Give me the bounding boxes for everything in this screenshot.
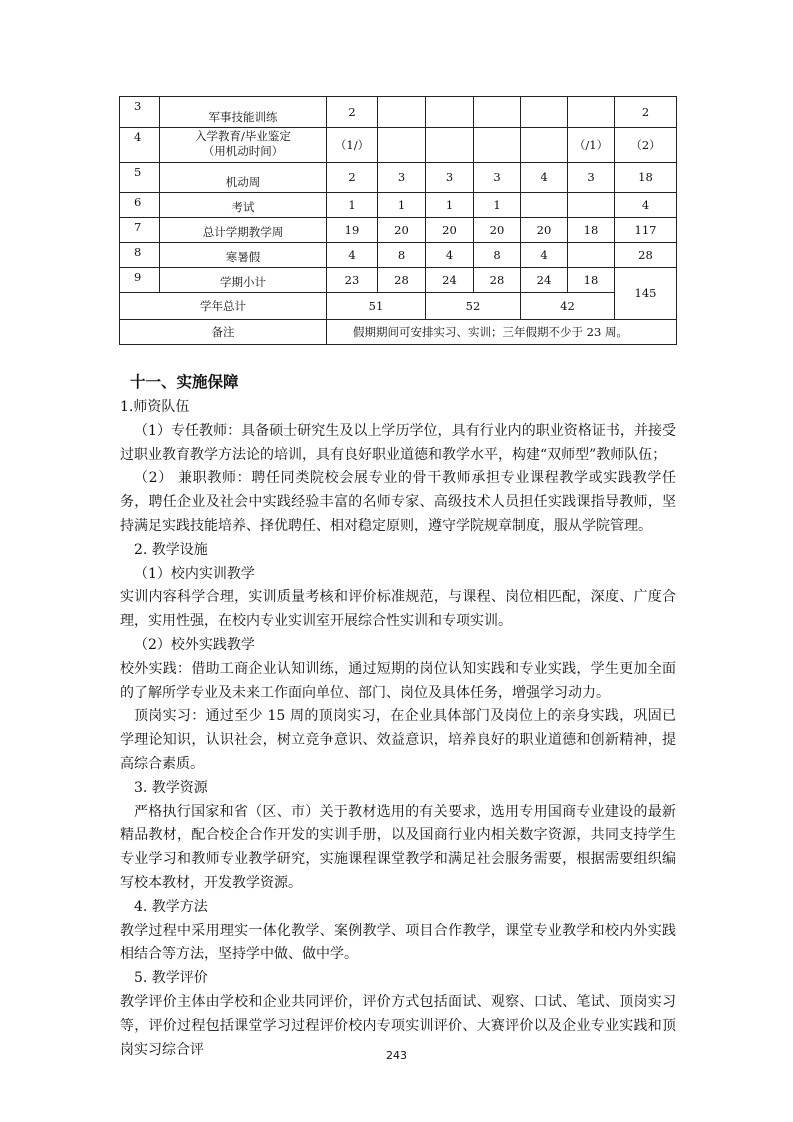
paragraph: 顶岗实习：通过至少 15 周的顶岗实习，在企业具体部门及岗位上的亲身实践，巩固已学理论知识，认识社会，树立竞争意识、效益意识，培养良好的职业道德和创新精神，提高综合素质。 xyxy=(120,708,676,772)
table-cell: 18 xyxy=(568,218,615,243)
row-label-cell: 总计学期教学周 xyxy=(160,218,327,243)
table-row xyxy=(120,97,677,128)
paragraph: 2. 教学设施 xyxy=(134,541,208,558)
table-cell: （/1） xyxy=(568,128,615,163)
table-cell: 20 xyxy=(521,218,568,243)
table-body xyxy=(120,97,677,345)
table-cell: 1 xyxy=(327,193,378,218)
row-number-cell: 3 xyxy=(120,97,160,128)
table-cell xyxy=(426,128,474,163)
row-label-cell xyxy=(160,128,327,163)
year-total-value: 52 xyxy=(426,293,521,320)
table-cell: 28 xyxy=(474,268,521,293)
year-total-row xyxy=(120,293,677,320)
table-cell: 2 xyxy=(615,97,677,128)
paragraph: （2）校外实践教学 xyxy=(134,636,255,653)
table-row xyxy=(120,268,677,293)
table-cell: 2 xyxy=(327,163,378,193)
page-number: 243 xyxy=(386,1049,407,1062)
table-cell: 3 xyxy=(474,163,521,193)
table-cell xyxy=(474,128,521,163)
table-row xyxy=(120,193,677,218)
table-cell xyxy=(568,243,615,268)
section-content xyxy=(120,370,676,1062)
paragraph: 5. 教学评价 xyxy=(134,970,208,987)
paragraph: 实训内容科学合理，实训质量考核和评价标准规范，与课程、岗位相匹配，深度、广度合理，实用性强，在校内专业实训室开展综合性实训和专项实训。 xyxy=(120,589,676,630)
paragraph: （2） 兼职教师：聘任同类院校会展专业的骨干教师承担专业课程教学或实践教学任务，聘任企业及社会中实践经验丰富的名师专家、高级技术人员担任实践课指导教师，坚持满足实践技能培养、择优聘任、相对稳定原则，遵守学院规章制度，服从学院管理。 xyxy=(120,470,676,534)
row-number-cell: 8 xyxy=(120,243,160,268)
row-label-cell: 学期小计 xyxy=(160,268,327,293)
row-label-line-1: 入学教育/毕业鉴定 xyxy=(195,129,291,143)
paragraph: 严格执行国家和省（区、市）关于教材选用的有关要求，选用专用国商专业建设的最新精品教材，配合校企合作开发的实训手册，以及国商行业内相关数字资源，共同支持学生专业学习和教师专业教学研究，实施课程课堂教学和满足社会服务需要，根据需要组织编写校本教材，开发教学资源。 xyxy=(120,803,676,891)
table-cell: 4 xyxy=(327,243,378,268)
section-paragraphs xyxy=(120,396,676,1062)
table-cell: 1 xyxy=(426,193,474,218)
row-label-cell: 考试 xyxy=(160,193,327,218)
section-title: 十一、实施保障 xyxy=(130,373,239,391)
row-number-cell: 4 xyxy=(120,128,160,163)
remarks-row xyxy=(120,320,677,345)
paragraph: 教学过程中采用理实一体化教学、案例教学、项目合作教学，课堂专业教学和校内外实践相结合等方法，坚持学中做、做中学。 xyxy=(120,922,676,963)
row-label-cell: 军事技能训练 xyxy=(160,97,327,128)
table-cell: 28 xyxy=(615,243,677,268)
table-row xyxy=(120,243,677,268)
table-cell: 24 xyxy=(521,268,568,293)
table-cell: 20 xyxy=(378,218,426,243)
table-cell: 8 xyxy=(474,243,521,268)
table-cell: （2） xyxy=(615,128,677,163)
paragraph: 教学评价主体由学校和企业共同评价，评价方式包括面试、观察、口试、笔试、顶岗实习等，评价过程包括课堂学习过程评价校内专项实训评价、大赛评价以及企业专业实践和顶岗实习综合评 xyxy=(120,993,676,1058)
year-total-value: 42 xyxy=(521,293,615,320)
table-cell xyxy=(474,97,521,128)
paragraph: 1.师资队伍 xyxy=(120,399,190,415)
year-total-value: 51 xyxy=(327,293,426,320)
row-number-cell: 9 xyxy=(120,268,160,293)
table-cell: 4 xyxy=(615,193,677,218)
table-cell xyxy=(568,97,615,128)
grand-total-cell: 145 xyxy=(615,268,677,320)
table-cell xyxy=(521,193,568,218)
paragraph: 4. 教学方法 xyxy=(134,898,208,915)
table-cell: 18 xyxy=(615,163,677,193)
row-label-line-2: （用机动时间） xyxy=(202,144,284,158)
table-cell: 4 xyxy=(426,243,474,268)
table-cell: 3 xyxy=(568,163,615,193)
table-cell: 23 xyxy=(327,268,378,293)
table-cell: 1 xyxy=(474,193,521,218)
table-cell: 8 xyxy=(378,243,426,268)
table-cell: 19 xyxy=(327,218,378,243)
table-cell: 4 xyxy=(521,163,568,193)
table-cell: 3 xyxy=(378,163,426,193)
remarks-text: 假期期间可安排实习、实训；三年假期不少于 23 周。 xyxy=(327,320,677,345)
table-cell xyxy=(521,97,568,128)
table-row xyxy=(120,218,677,243)
table-row xyxy=(120,163,677,193)
table-cell xyxy=(378,97,426,128)
table-cell: 20 xyxy=(474,218,521,243)
paragraph: （1）校内实训教学 xyxy=(134,565,255,582)
row-number-cell: 7 xyxy=(120,218,160,243)
row-number-cell: 6 xyxy=(120,193,160,218)
table-cell: （1/） xyxy=(327,128,378,163)
table-cell: 24 xyxy=(426,268,474,293)
table-cell: 117 xyxy=(615,218,677,243)
paragraph: 3. 教学资源 xyxy=(134,779,208,796)
year-total-label: 学年总计 xyxy=(120,293,327,320)
remarks-label: 备注 xyxy=(120,320,327,345)
table-cell: 1 xyxy=(378,193,426,218)
table-cell xyxy=(568,193,615,218)
table-cell: 20 xyxy=(426,218,474,243)
table-cell xyxy=(521,128,568,163)
paragraph: 校外实践：借助工商企业认知训练，通过短期的岗位认知实践和专业实践，学生更加全面的了解所学专业及未来工作面向单位、部门、岗位及具体任务，增强学习动力。 xyxy=(120,660,676,701)
table-cell: 4 xyxy=(521,243,568,268)
table-cell: 2 xyxy=(327,97,378,128)
table-cell xyxy=(426,97,474,128)
table-cell: 28 xyxy=(378,268,426,293)
table-cell: 18 xyxy=(568,268,615,293)
row-number-cell: 5 xyxy=(120,163,160,193)
table-row xyxy=(120,128,677,163)
row-label-cell: 机动周 xyxy=(160,163,327,193)
row-label-cell: 寒暑假 xyxy=(160,243,327,268)
paragraph: （1）专任教师：具备硕士研究生及以上学历学位，具有行业内的职业资格证书，并接受过职业教育教学方法论的培训，具有良好职业道德和教学水平，构建“双师型”教师队伍； xyxy=(120,422,676,463)
teaching-weeks-table xyxy=(119,96,677,345)
table-cell xyxy=(378,128,426,163)
table-cell: 3 xyxy=(426,163,474,193)
